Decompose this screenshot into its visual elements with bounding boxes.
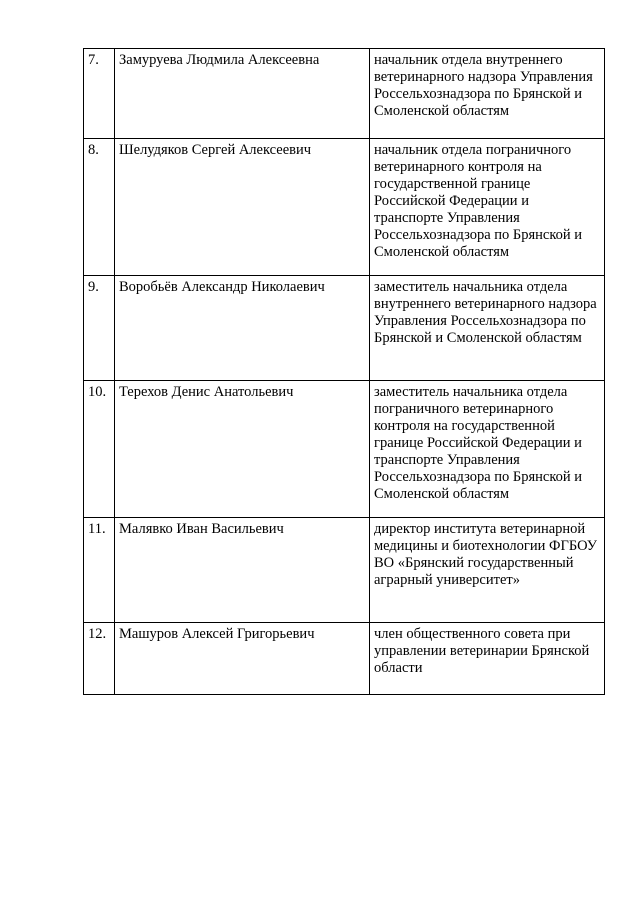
row-number: 10. (84, 381, 115, 518)
table-row (84, 623, 605, 695)
row-number: 7. (84, 49, 115, 139)
member-position: начальник отдела пограничного ветеринарного контроля на государственной границе Российской Федерации и транспорте Управления Россельхознадзора по Брянской и Смоленской областям (370, 139, 605, 276)
table-row (84, 276, 605, 381)
table-row (84, 139, 605, 276)
row-number: 8. (84, 139, 115, 276)
member-position: член общественного совета при управлении ветеринарии Брянской области (370, 623, 605, 695)
member-position: заместитель начальника отдела пограничного ветеринарного контроля на государственной границе Российской Федерации и транспорте Управления Россельхознадзора по Брянской и Смоленской областям (370, 381, 605, 518)
members-table (83, 48, 605, 695)
row-number: 11. (84, 518, 115, 623)
member-name: Машуров Алексей Григорьевич (115, 623, 370, 695)
table-row (84, 518, 605, 623)
member-name: Шелудяков Сергей Алексеевич (115, 139, 370, 276)
member-position: директор института ветеринарной медицины и биотехнологии ФГБОУ ВО «Брянский государственный аграрный университет» (370, 518, 605, 623)
member-position: заместитель начальника отдела внутреннего ветеринарного надзора Управления Россельхознадзора по Брянской и Смоленской областям (370, 276, 605, 381)
member-name: Воробьёв Александр Николаевич (115, 276, 370, 381)
member-name: Терехов Денис Анатольевич (115, 381, 370, 518)
row-number: 9. (84, 276, 115, 381)
table-row (84, 49, 605, 139)
member-name: Малявко Иван Васильевич (115, 518, 370, 623)
member-position: начальник отдела внутреннего ветеринарного надзора Управления Россельхознадзора по Брянской и Смоленской областям (370, 49, 605, 139)
table-row (84, 381, 605, 518)
row-number: 12. (84, 623, 115, 695)
member-name: Замуруева Людмила Алексеевна (115, 49, 370, 139)
